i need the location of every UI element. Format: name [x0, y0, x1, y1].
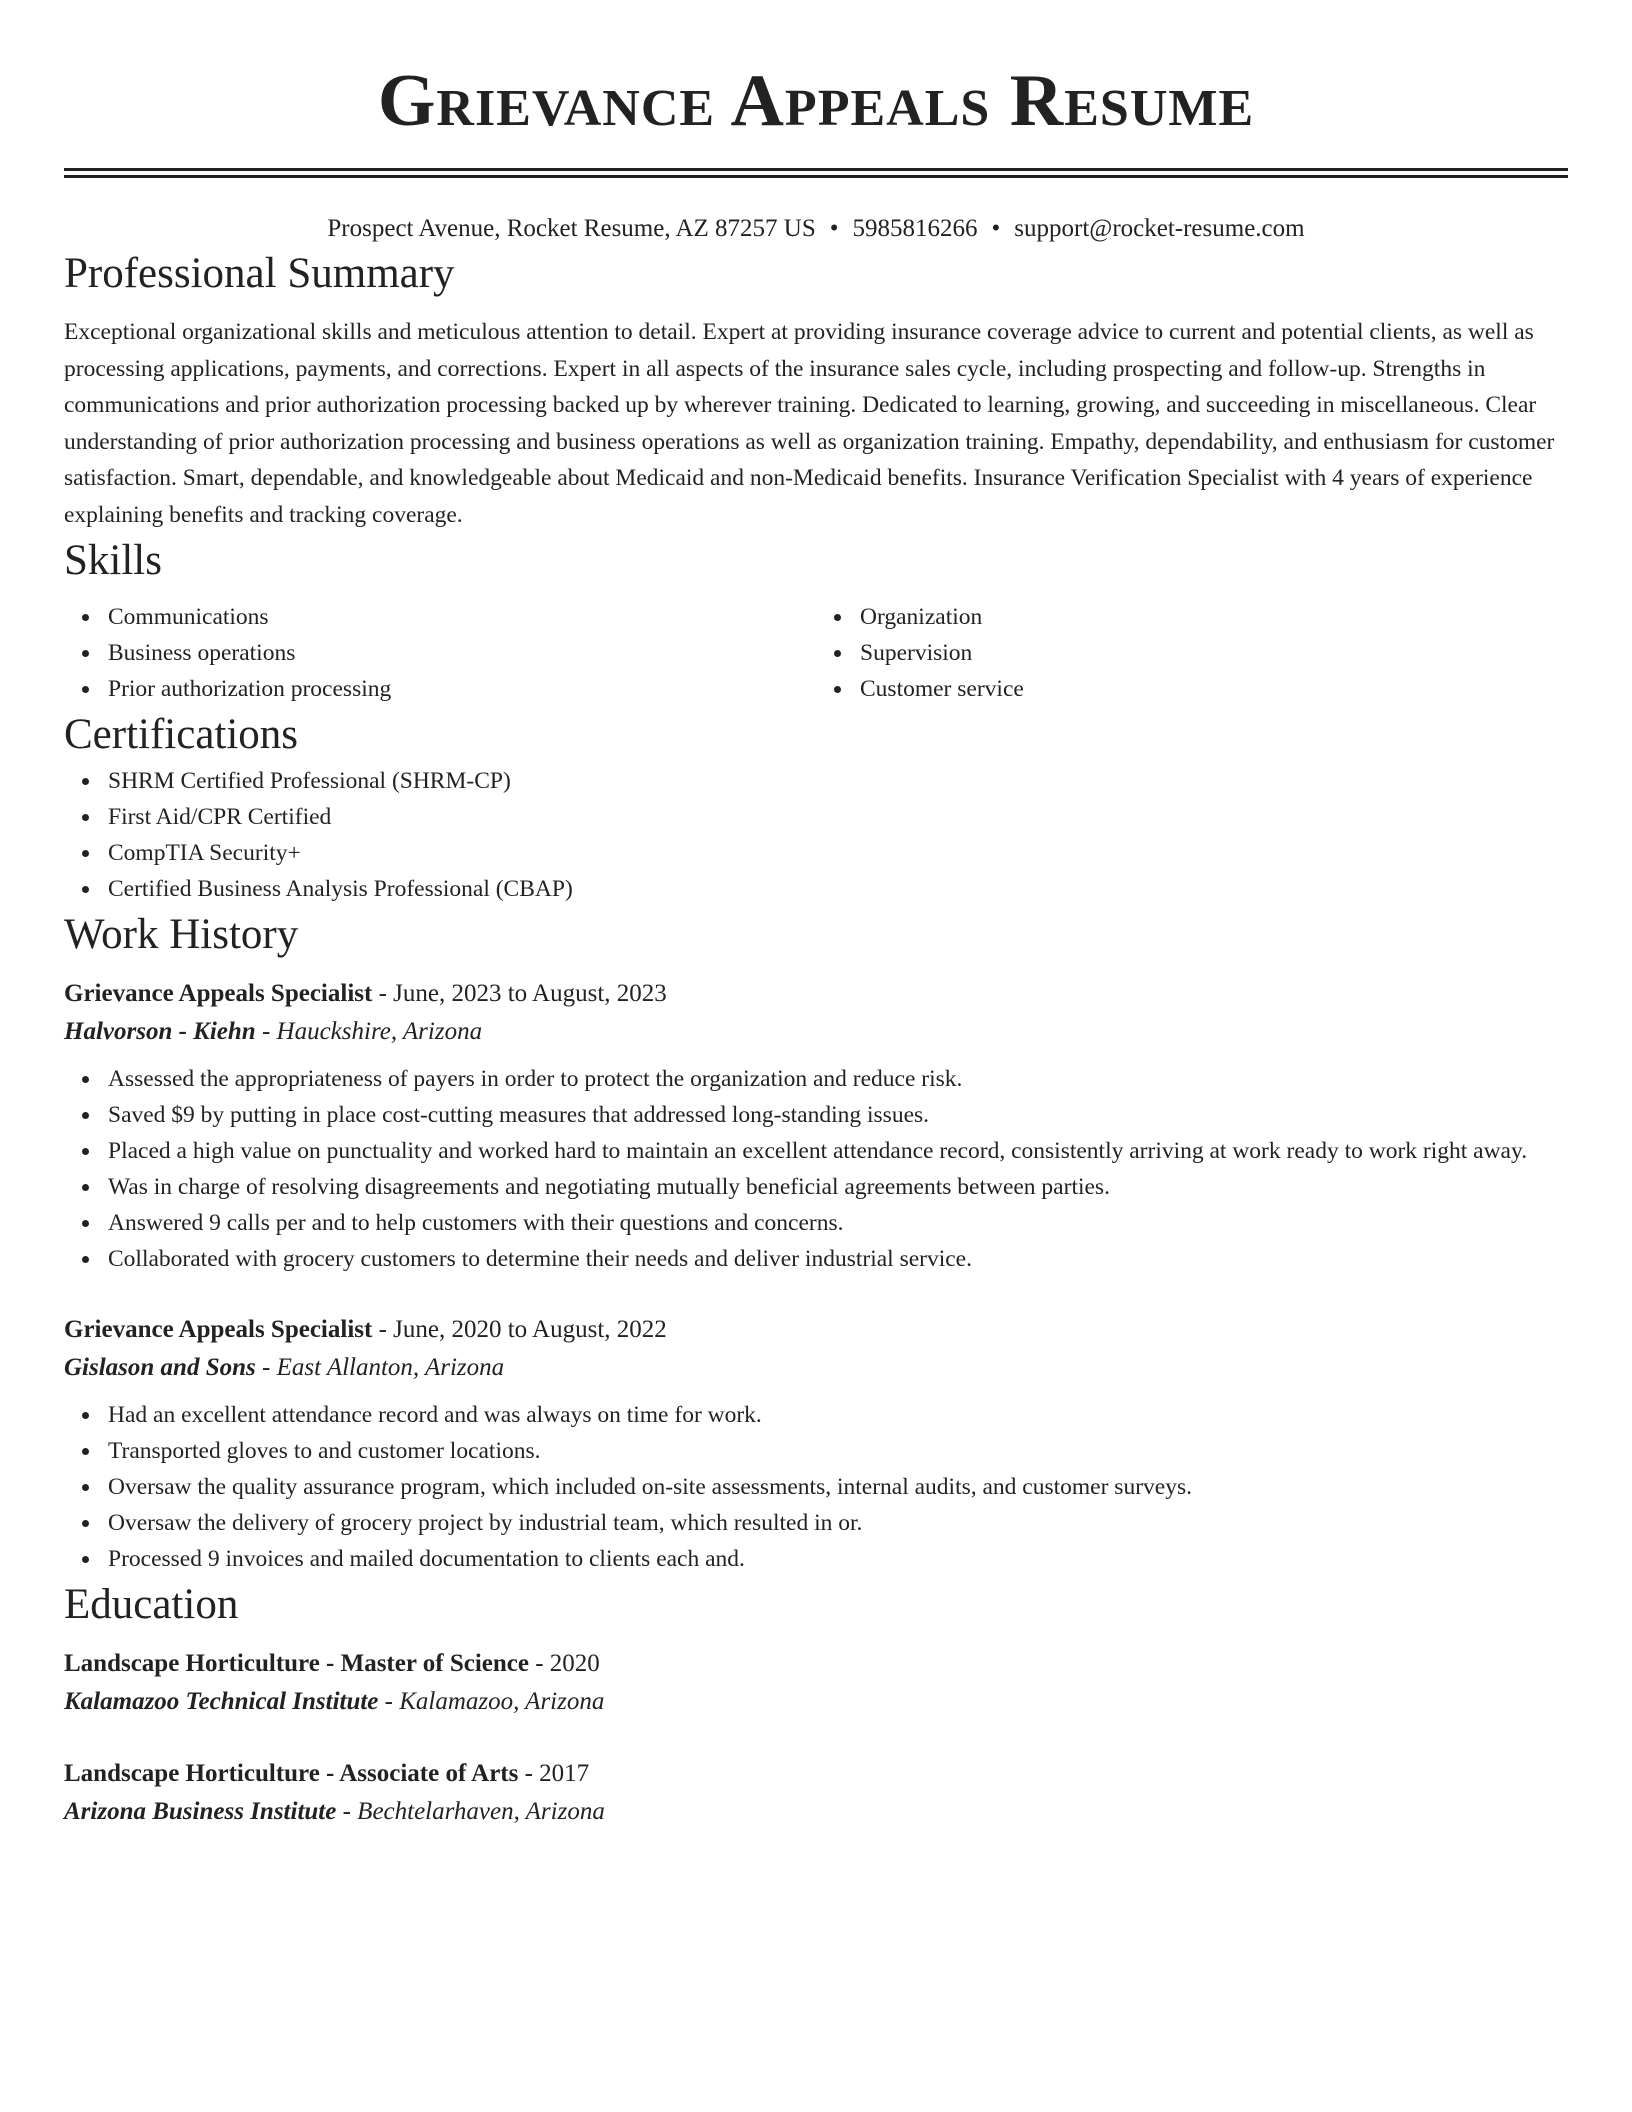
skill-item: Supervision	[860, 635, 1568, 671]
job-duty-item: Processed 9 invoices and mailed documentation to clients each and.	[108, 1541, 1568, 1577]
education-degree: Landscape Horticulture - Associate of Arts	[64, 1760, 519, 1787]
contact-separator: •	[829, 215, 839, 242]
skills-heading: Skills	[64, 537, 162, 584]
skills-list	[64, 599, 1568, 707]
page-title: Grievance Appeals Resume	[377, 60, 1255, 142]
job-duty-item: Placed a high value on punctuality and worked hard to maintain an excellent attendance record, consistently arriving at work ready to work right away.	[108, 1133, 1568, 1169]
job-role-line	[64, 975, 1568, 1013]
job-company: Halvorson - Kiehn	[64, 1018, 256, 1045]
contact-phone: 5985816266	[852, 215, 978, 242]
job-company: Gislason and Sons	[64, 1354, 256, 1381]
education-school-line	[64, 1683, 1568, 1721]
education-degree-line	[64, 1755, 1568, 1793]
certification-item: Certified Business Analysis Professional (CBAP)	[108, 871, 1568, 907]
job-dates: - June, 2023 to August, 2023	[372, 980, 667, 1007]
summary-text: Exceptional organizational skills and meticulous attention to detail. Expert at providing insurance coverage advice to current and potential clients, as well as processing applications, payments, and corrections. Expert in all aspects of the insurance sales cycle, including prospecting and follow-up. Strengths in communications and prior authorization processing backed up by wherever training. Dedicated to learning, growing, and succeeding in miscellaneous. Clear understanding of prior authorization processing and business operations as well as organization training. Empathy, dependability, and enthusiasm for customer satisfaction. Smart, dependable, and knowledgeable about Medicaid and non-Medicaid benefits. Insurance Verification Specialist with 4 years of experience explaining benefits and tracking coverage.	[64, 319, 1555, 528]
job-location: - East Allanton, Arizona	[255, 1354, 505, 1381]
certification-item: First Aid/CPR Certified	[108, 799, 1568, 835]
education-entry	[64, 1645, 1568, 1721]
title-divider	[64, 168, 1568, 178]
skill-item: Business operations	[108, 635, 816, 671]
contact-email: support@rocket-resume.com	[1014, 215, 1305, 242]
certifications-list	[64, 763, 1568, 907]
job-title: Grievance Appeals Specialist	[64, 980, 373, 1007]
education-year: - 2017	[518, 1760, 590, 1787]
education-school-line	[64, 1793, 1568, 1831]
contact-separator: •	[991, 215, 1001, 242]
job-duty-item: Saved $9 by putting in place cost-cutting measures that addressed long-standing issues.	[108, 1097, 1568, 1133]
job-entry	[64, 1311, 1568, 1577]
job-duty-item: Had an excellent attendance record and was always on time for work.	[108, 1397, 1568, 1433]
education-school: Arizona Business Institute	[64, 1798, 337, 1825]
job-entry	[64, 975, 1568, 1277]
job-title: Grievance Appeals Specialist	[64, 1316, 373, 1343]
job-company-line	[64, 1349, 1568, 1387]
job-duty-item: Oversaw the quality assurance program, which included on-site assessments, internal audits, and customer surveys.	[108, 1469, 1568, 1505]
job-duty-item: Answered 9 calls per and to help customers with their questions and concerns.	[108, 1205, 1568, 1241]
certification-item: CompTIA Security+	[108, 835, 1568, 871]
job-duty-item: Was in charge of resolving disagreements and negotiating mutually beneficial agreements between parties.	[108, 1169, 1568, 1205]
job-role-line	[64, 1311, 1568, 1349]
skills-column-left	[64, 599, 816, 707]
job-dates: - June, 2020 to August, 2022	[372, 1316, 667, 1343]
job-duty-item: Collaborated with grocery customers to determine their needs and deliver industrial service.	[108, 1241, 1568, 1277]
certifications-heading: Certifications	[64, 711, 299, 758]
job-location: - Hauckshire, Arizona	[255, 1018, 483, 1045]
education-heading: Education	[64, 1581, 239, 1628]
job-duties-list	[64, 1061, 1568, 1277]
certification-item: SHRM Certified Professional (SHRM-CP)	[108, 763, 1568, 799]
education-location: - Kalamazoo, Arizona	[378, 1688, 605, 1715]
skill-item: Organization	[860, 599, 1568, 635]
contact-line	[64, 212, 1568, 246]
job-duty-item: Assessed the appropriateness of payers in order to protect the organization and reduce risk.	[108, 1061, 1568, 1097]
skill-item: Prior authorization processing	[108, 671, 816, 707]
summary-heading: Professional Summary	[64, 250, 455, 297]
job-company-line	[64, 1013, 1568, 1051]
education-entry	[64, 1755, 1568, 1831]
job-duty-item: Oversaw the delivery of grocery project by industrial team, which resulted in or.	[108, 1505, 1568, 1541]
education-year: - 2020	[528, 1650, 600, 1677]
skill-item: Communications	[108, 599, 816, 635]
education-school: Kalamazoo Technical Institute	[64, 1688, 379, 1715]
education-degree: Landscape Horticulture - Master of Science	[64, 1650, 529, 1677]
skill-item: Customer service	[860, 671, 1568, 707]
skills-column-right	[816, 599, 1568, 707]
work-history-heading: Work History	[64, 911, 299, 958]
education-location: - Bechtelarhaven, Arizona	[336, 1798, 605, 1825]
job-duties-list	[64, 1397, 1568, 1577]
education-degree-line	[64, 1645, 1568, 1683]
job-duty-item: Transported gloves to and customer locations.	[108, 1433, 1568, 1469]
contact-address: Prospect Avenue, Rocket Resume, AZ 87257 US	[327, 215, 816, 242]
